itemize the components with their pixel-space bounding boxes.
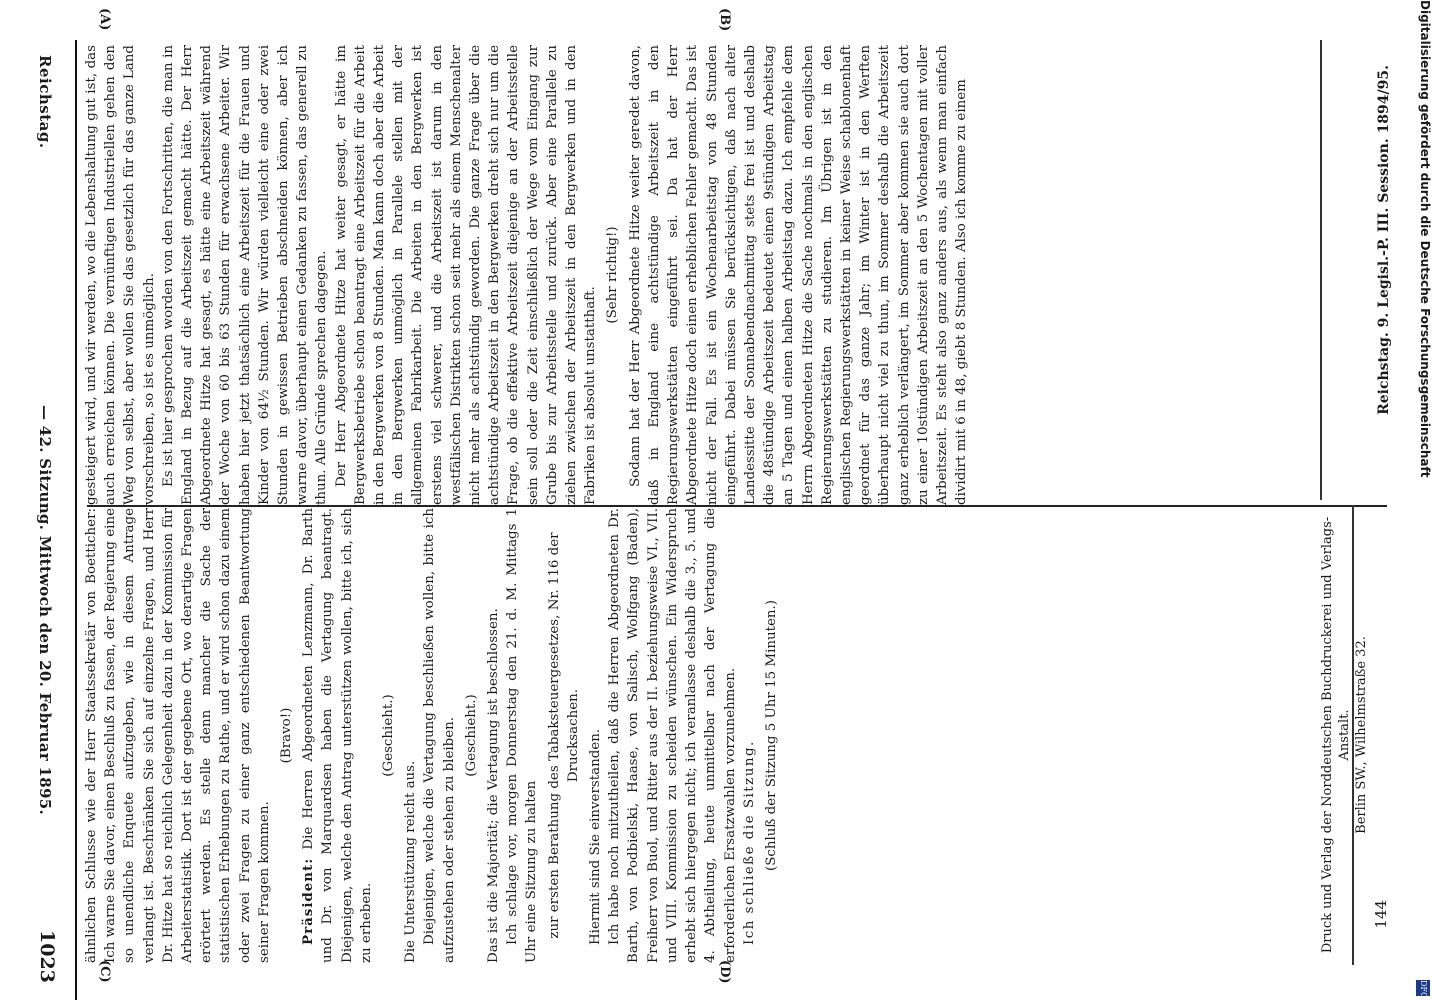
imprint-line-2: Berlin SW., Wilhelmstraße 32. bbox=[1354, 636, 1369, 834]
footer-rule-left bbox=[1320, 40, 1322, 500]
page-number-top: 1023 bbox=[36, 930, 58, 983]
text-column-left bbox=[82, 45, 1312, 505]
margin-mark-d: (D) bbox=[717, 960, 732, 984]
session-close-note: (Schluß der Sitzung 5 Uhr 15 Minuten.) bbox=[763, 599, 779, 872]
margin-mark-b: (B) bbox=[717, 8, 732, 32]
digitization-stamp: Digitalisierung gefördert durch die Deutsche Forschungsgemeinschaft bbox=[1418, 0, 1432, 478]
interjection: (Geschieht.) bbox=[463, 694, 479, 777]
speaker-paragraph bbox=[299, 508, 376, 963]
paragraph: Ich schließe die Sitzung. bbox=[741, 740, 757, 945]
footer-left: Reichstag. 9. Legisl.-P. III. Session. 1894/95. bbox=[1376, 65, 1392, 415]
footer-printer-imprint bbox=[1319, 505, 1370, 965]
margin-mark-c: (C) bbox=[97, 960, 112, 983]
paragraph: Diejenigen, welche die Vertagung beschließen wollen, bitte ich aufzustehen oder stehen zu bleiben. bbox=[422, 508, 457, 963]
speaker-text: Die Herren Abgeordneten Lenzmann, Dr. Barth und Dr. von Marquardsen haben die Vertagung beantragt. Diejenigen, welche den Antrag unterstützen wollen, bitte ich, sich zu erheben. bbox=[301, 508, 374, 963]
column-divider bbox=[87, 505, 1387, 507]
imprint-line-1: Druck und Verlag der Norddeutschen Buchdruckerei und Verlags-Anstalt. bbox=[1320, 516, 1352, 954]
speaker-label: Präsident: bbox=[300, 857, 317, 945]
interjection: (Bravo!) bbox=[279, 707, 295, 764]
paragraph: Hiermit sind Sie einverstanden. bbox=[588, 728, 604, 945]
text-column-right bbox=[82, 508, 1347, 963]
paragraph: Ich habe noch mitzutheilen, daß die Herren Abgeordneten Dr. Barth, von Podbielski, Haase, von Salisch, Wolfgang (Baden), Freiherr von Buol, und Ritter aus der II. beziehungsweise VI., VII. und VIII. Kommission zu scheiden wünschen. Ein Widerspruch erhebt sich hiergegen nicht; ich veranlasse deshalb die 3., 5. und 4. Abtheilung, heute unmittelbar nach der Vertagung die erforderlichen Ersatzwahlen vorzunehmen. bbox=[607, 508, 738, 963]
paragraph: ähnlichen Schlusse wie der Herr Staatssekretär von Boetticher: Ich warne Sie davor, einen Beschluß zu fassen, der Regierung eine so unendliche Enquete aufzugeben, wie in diesem Antrage verlangt ist. Beschränken Sie sich auf einzelne Fragen, und Herr Dr. Hitze hat so reichlich Gelegenheit dazu in der Kommission für Arbeiterstatistik. Dort ist der gegebene Ort, wo derartige Fragen erörtert werden. Es stelle denn mancher die Sache der statistischen Erhebungen zu Rathe, und er wird schon dazu einem oder zwei Fragen zu einer ganz entschiedenen Beantwortung seiner Fragen kommen. bbox=[84, 508, 272, 963]
running-header-center: — 42. Sitzung. Mittwoch den 20. Februar 1895. bbox=[36, 404, 54, 816]
agenda-item: zur ersten Berathung des Tabaksteuergesetzes, Nr. 116 der Drucksachen. bbox=[546, 532, 581, 939]
margin-mark-a: (A) bbox=[97, 8, 112, 31]
paragraph: Ich schlage vor, morgen Donnerstag den 21. d. M. Mittags 1 Uhr eine Sitzung zu halten bbox=[505, 508, 540, 963]
paragraph: gesteigert wird, und wir werden, wo die Lebenshaltung gut ist, das auch erreichen können. Die vernünftigen Industriellen gehen den Weg von selbst, aber wollen Sie das gesetzlich für das ganze Land vorschreiben, so ist es unmöglich. bbox=[84, 45, 157, 505]
dfg-logo: DFG bbox=[1416, 980, 1430, 996]
paragraph: Es ist hier gesprochen worden von den Fortschritten, die man in England in Bezug auf die Arbeitszeit gemacht hätte. Der Herr Abgeordnete Hitze hat gesagt, es hätte eine Arbeitszeit während der Woche von 60 bis 63 Stunden für erwachsene Arbeiter. Wir haben hier jetzt thatsächlich eine Arbeitszeit für die Frauen und Kinder von 64½ Stunden. Wir würden vielleicht eine oder zwei Stunden in gewissen Betrieben abschneiden können, aber ich warne davor, überhaupt einen Gedanken zu fassen, das generell zu thun. Alle Gründe sprechen dagegen. bbox=[160, 45, 330, 505]
interjection: (Sehr richtig!) bbox=[605, 226, 621, 324]
paragraph: Der Herr Abgeordnete Hitze hat weiter gesagt, er hätte im Bergwerksbetriebe schon beantragt eine Arbeitszeit für die Arbeit in den Bergwerken von 8 Stunden. Man kann doch aber die Arbeit in den Bergwerken unmöglich in Parallele stellen mit der allgemeinen Fabrikarbeit. Die Arbeiten in den Bergwerken ist erstens viel schwerer, und die Arbeitszeit ist darum in den westfälischen Distrikten schon seit mehr als einem Menschenalter nicht mehr als achtstündig geworden. Die ganze Frage über die achtstündige Arbeitszeit in den Bergwerken dreht sich nur um die Frage, ob die effektive Arbeitszeit diejenige an der Arbeitsstelle sein soll oder die Zeit einschließlich der Wege vom Eingang zur Grube bis zur Arbeitsstelle und zurück. Aber eine Parallele zu ziehen zwischen der Arbeitszeit in den Bergwerken und in den Fabriken ist absolut unstatthaft. bbox=[333, 45, 599, 505]
interjection: (Geschieht.) bbox=[381, 694, 397, 777]
page-number-bottom: 144 bbox=[1372, 900, 1390, 929]
running-header-left: Reichstag. bbox=[36, 55, 54, 149]
paragraph: Die Unterstützung reicht aus. bbox=[403, 760, 419, 963]
paragraph: Sodann hat der Herr Abgeordnete Hitze weiter geredet davon, daß in England eine achtstündige Arbeitszeit in den Regierungswerkstätten eingeführt sei. Da hat der Herr Abgeordnete Hitze doch einen erheblichen Fehler gemacht. Das ist nicht der Fall. Es ist ein Wochenarbeitstag von 48 Stunden eingeführt. Dabei müssen Sie berücksichtigen, daß nach alter Landessitte der Sonnabendnachmittag stets frei ist und deshalb die 48stündige Arbeitszeit bedeutet einen 9stündigen Arbeitstag an 5 Tagen und einen halben Arbeitstag dazu. Ich empfehle dem Herrn Abgeordneten Hitze die Sache nochmals in den englischen Regierungswerkstätten zu studieren. Im Übrigen ist in den englischen Regierungswerkstätten in keiner Weise schablonenhaft geordnet für das ganze Jahr; im Winter ist in den Werften überhaupt nicht viel zu thun, im Sommer deshalb die Arbeitszeit ganz erheblich verlängert, im Sommer aber kommen sie auch dort zu einer 10stündigen Arbeitszeit an den 5 Wochentagen mit voller Arbeitszeit. Es steht also ganz anders aus, als wenn man einfach dividirt mit 6 in 48, giebt 8 Stunden. Also ich komme zu einem bbox=[627, 45, 970, 505]
header-rule bbox=[75, 40, 77, 1000]
paragraph: Das ist die Majorität; die Vertagung ist beschlossen. bbox=[486, 608, 502, 963]
